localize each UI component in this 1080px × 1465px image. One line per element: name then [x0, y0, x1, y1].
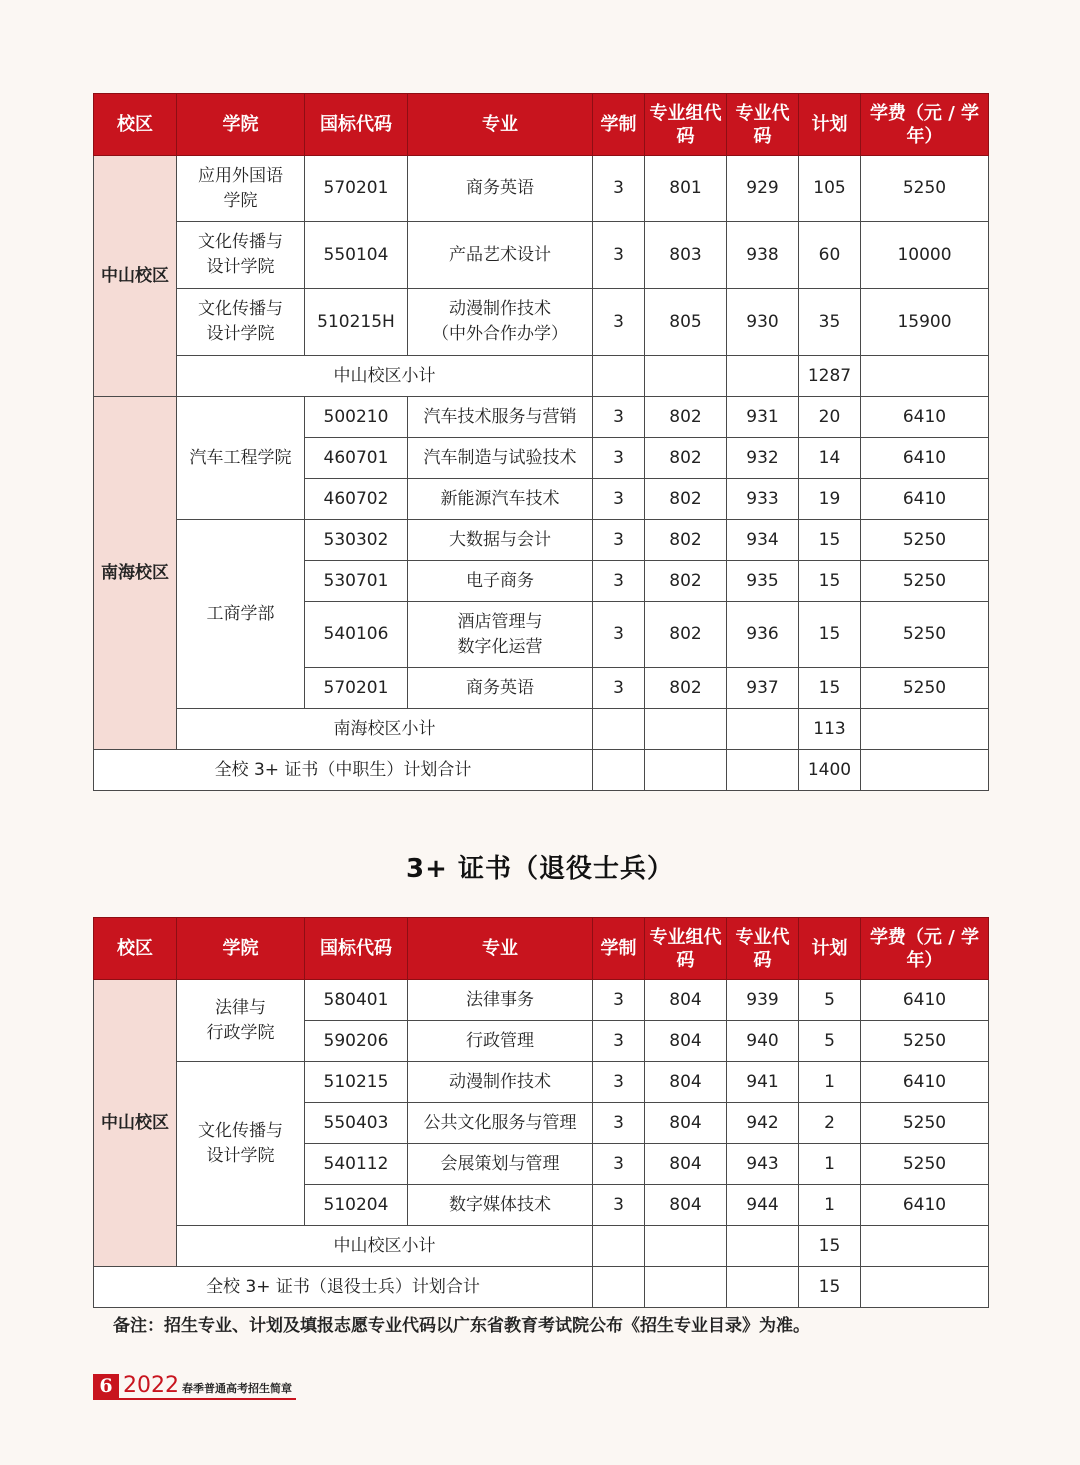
duration-cell: 3 [593, 1021, 645, 1062]
campus-cell: 中山校区 [94, 980, 177, 1267]
group-code-cell: 804 [645, 1185, 727, 1226]
major-code-cell: 942 [727, 1103, 799, 1144]
duration-cell: 3 [593, 520, 645, 561]
major-code-cell: 944 [727, 1185, 799, 1226]
duration-cell: 3 [593, 1144, 645, 1185]
plan-cell: 105 [799, 156, 861, 222]
national-code-cell: 570201 [305, 156, 408, 222]
group-code-cell: 801 [645, 156, 727, 222]
duration-cell: 3 [593, 397, 645, 438]
empty-cell [645, 709, 727, 750]
tuition-cell: 5250 [861, 1103, 989, 1144]
header-duration: 学制 [593, 94, 645, 156]
major-code-cell: 937 [727, 668, 799, 709]
page-number: 6 [93, 1374, 119, 1398]
major-cell: 商务英语 [408, 156, 593, 222]
major-cell: 动漫制作技术 [408, 1062, 593, 1103]
empty-cell [645, 1267, 727, 1308]
header-major: 专业 [408, 918, 593, 980]
major-cell: 新能源汽车技术 [408, 479, 593, 520]
duration-cell: 3 [593, 602, 645, 668]
duration-cell: 3 [593, 222, 645, 289]
empty-cell [727, 709, 799, 750]
table-row [94, 289, 989, 356]
major-code-cell: 938 [727, 222, 799, 289]
table-row [94, 520, 989, 561]
table-row [94, 356, 989, 397]
empty-cell [727, 1226, 799, 1267]
national-code-cell: 460701 [305, 438, 408, 479]
tuition-cell: 15900 [861, 289, 989, 356]
duration-cell: 3 [593, 980, 645, 1021]
empty-cell [861, 356, 989, 397]
tuition-cell: 5250 [861, 1144, 989, 1185]
empty-cell [727, 356, 799, 397]
group-code-cell: 804 [645, 1103, 727, 1144]
table-row [94, 1226, 989, 1267]
major-cell: 行政管理 [408, 1021, 593, 1062]
plan-cell: 19 [799, 479, 861, 520]
national-code-cell: 510215H [305, 289, 408, 356]
header-campus: 校区 [94, 94, 177, 156]
plan-cell: 5 [799, 1021, 861, 1062]
group-code-cell: 803 [645, 222, 727, 289]
tuition-cell: 5250 [861, 1021, 989, 1062]
plan-cell: 5 [799, 980, 861, 1021]
duration-cell: 3 [593, 289, 645, 356]
major-cell: 法律事务 [408, 980, 593, 1021]
major-cell: 汽车技术服务与营销 [408, 397, 593, 438]
header-national-code: 国标代码 [305, 94, 408, 156]
empty-cell [727, 1267, 799, 1308]
national-code-cell: 550403 [305, 1103, 408, 1144]
grand-total-label: 全校 3+ 证书（中职生）计划合计 [94, 750, 593, 791]
group-code-cell: 802 [645, 397, 727, 438]
header-group-code: 专业组代码 [645, 918, 727, 980]
major-cell: 酒店管理与 数字化运营 [408, 602, 593, 668]
plan-cell: 1 [799, 1062, 861, 1103]
major-code-cell: 936 [727, 602, 799, 668]
group-code-cell: 804 [645, 1062, 727, 1103]
plan-cell: 15 [799, 668, 861, 709]
duration-cell: 3 [593, 1062, 645, 1103]
national-code-cell: 540106 [305, 602, 408, 668]
empty-cell [593, 1226, 645, 1267]
grand-total-label: 全校 3+ 证书（退役士兵）计划合计 [94, 1267, 593, 1308]
tuition-cell: 6410 [861, 397, 989, 438]
empty-cell [861, 1267, 989, 1308]
plan-cell: 35 [799, 289, 861, 356]
group-code-cell: 804 [645, 1021, 727, 1062]
table-row [94, 397, 989, 438]
empty-cell [593, 709, 645, 750]
national-code-cell: 510215 [305, 1062, 408, 1103]
major-cell: 大数据与会计 [408, 520, 593, 561]
empty-cell [593, 1267, 645, 1308]
header-college: 学院 [177, 94, 305, 156]
college-cell: 文化传播与 设计学院 [177, 289, 305, 356]
group-code-cell: 802 [645, 479, 727, 520]
major-cell: 动漫制作技术 （中外合作办学） [408, 289, 593, 356]
duration-cell: 3 [593, 438, 645, 479]
section-title: 3+ 证书（退役士兵） [406, 854, 674, 884]
header-tuition: 学费（元 / 学年） [861, 918, 989, 980]
header-plan: 计划 [799, 918, 861, 980]
header-tuition: 学费（元 / 学年） [861, 94, 989, 156]
header-major: 专业 [408, 94, 593, 156]
national-code-cell: 510204 [305, 1185, 408, 1226]
group-code-cell: 802 [645, 438, 727, 479]
tuition-cell: 6410 [861, 438, 989, 479]
plan-table-veterans [93, 917, 989, 1308]
tuition-cell: 6410 [861, 1185, 989, 1226]
major-code-cell: 943 [727, 1144, 799, 1185]
tuition-cell: 5250 [861, 561, 989, 602]
national-code-cell: 460702 [305, 479, 408, 520]
table-row [94, 1267, 989, 1308]
major-code-cell: 935 [727, 561, 799, 602]
national-code-cell: 590206 [305, 1021, 408, 1062]
empty-cell [645, 750, 727, 791]
empty-cell [593, 356, 645, 397]
table-row [94, 1062, 989, 1103]
empty-cell [727, 750, 799, 791]
table-row [94, 222, 989, 289]
grand-total-value: 15 [799, 1267, 861, 1308]
tuition-cell: 6410 [861, 1062, 989, 1103]
tuition-cell: 10000 [861, 222, 989, 289]
table-row [94, 750, 989, 791]
plan-cell: 15 [799, 520, 861, 561]
footer-year: 2022 [123, 1373, 179, 1398]
national-code-cell: 570201 [305, 668, 408, 709]
plan-cell: 20 [799, 397, 861, 438]
major-code-cell: 940 [727, 1021, 799, 1062]
group-code-cell: 805 [645, 289, 727, 356]
plan-cell: 1 [799, 1144, 861, 1185]
header-college: 学院 [177, 918, 305, 980]
header-major-code: 专业代码 [727, 94, 799, 156]
major-cell: 产品艺术设计 [408, 222, 593, 289]
campus-cell: 南海校区 [94, 397, 177, 750]
national-code-cell: 500210 [305, 397, 408, 438]
empty-cell [861, 709, 989, 750]
major-cell: 数字媒体技术 [408, 1185, 593, 1226]
subtotal-value: 15 [799, 1226, 861, 1267]
major-cell: 汽车制造与试验技术 [408, 438, 593, 479]
footer-title: 春季普通高考招生简章 [182, 1382, 292, 1395]
plan-cell: 15 [799, 561, 861, 602]
table-row [94, 156, 989, 222]
duration-cell: 3 [593, 1185, 645, 1226]
major-cell: 会展策划与管理 [408, 1144, 593, 1185]
group-code-cell: 802 [645, 561, 727, 602]
empty-cell [593, 750, 645, 791]
plan-cell: 2 [799, 1103, 861, 1144]
tuition-cell: 5250 [861, 602, 989, 668]
tuition-cell: 6410 [861, 980, 989, 1021]
major-code-cell: 941 [727, 1062, 799, 1103]
duration-cell: 3 [593, 479, 645, 520]
duration-cell: 3 [593, 156, 645, 222]
national-code-cell: 550104 [305, 222, 408, 289]
major-code-cell: 939 [727, 980, 799, 1021]
national-code-cell: 530701 [305, 561, 408, 602]
duration-cell: 3 [593, 1103, 645, 1144]
group-code-cell: 802 [645, 668, 727, 709]
major-code-cell: 931 [727, 397, 799, 438]
table-row [94, 709, 989, 750]
national-code-cell: 580401 [305, 980, 408, 1021]
empty-cell [861, 750, 989, 791]
header-national-code: 国标代码 [305, 918, 408, 980]
group-code-cell: 804 [645, 980, 727, 1021]
major-code-cell: 934 [727, 520, 799, 561]
tuition-cell: 5250 [861, 156, 989, 222]
subtotal-label: 中山校区小计 [177, 356, 593, 397]
grand-total-value: 1400 [799, 750, 861, 791]
plan-cell: 14 [799, 438, 861, 479]
group-code-cell: 804 [645, 1144, 727, 1185]
college-cell: 汽车工程学院 [177, 397, 305, 520]
page-footer [93, 1374, 296, 1400]
header-plan: 计划 [799, 94, 861, 156]
group-code-cell: 802 [645, 520, 727, 561]
table-header-row [94, 918, 989, 980]
major-code-cell: 929 [727, 156, 799, 222]
campus-cell: 中山校区 [94, 156, 177, 397]
tuition-cell: 5250 [861, 668, 989, 709]
college-cell: 法律与 行政学院 [177, 980, 305, 1062]
national-code-cell: 530302 [305, 520, 408, 561]
header-campus: 校区 [94, 918, 177, 980]
header-group-code: 专业组代码 [645, 94, 727, 156]
group-code-cell: 802 [645, 602, 727, 668]
major-code-cell: 932 [727, 438, 799, 479]
subtotal-label: 中山校区小计 [177, 1226, 593, 1267]
plan-cell: 15 [799, 602, 861, 668]
duration-cell: 3 [593, 668, 645, 709]
plan-cell: 1 [799, 1185, 861, 1226]
header-duration: 学制 [593, 918, 645, 980]
major-cell: 商务英语 [408, 668, 593, 709]
subtotal-label: 南海校区小计 [177, 709, 593, 750]
table-header-row [94, 94, 989, 156]
tuition-cell: 6410 [861, 479, 989, 520]
subtotal-value: 1287 [799, 356, 861, 397]
table-row [94, 980, 989, 1021]
subtotal-value: 113 [799, 709, 861, 750]
national-code-cell: 540112 [305, 1144, 408, 1185]
duration-cell: 3 [593, 561, 645, 602]
tuition-cell: 5250 [861, 520, 989, 561]
empty-cell [645, 1226, 727, 1267]
major-code-cell: 933 [727, 479, 799, 520]
major-cell: 电子商务 [408, 561, 593, 602]
college-cell: 文化传播与 设计学院 [177, 222, 305, 289]
college-cell: 应用外国语 学院 [177, 156, 305, 222]
college-cell: 工商学部 [177, 520, 305, 709]
college-cell: 文化传播与 设计学院 [177, 1062, 305, 1226]
empty-cell [645, 356, 727, 397]
plan-cell: 60 [799, 222, 861, 289]
footnote: 备注：招生专业、计划及填报志愿专业代码以广东省教育考试院公布《招生专业目录》为准。 [113, 1316, 810, 1336]
empty-cell [861, 1226, 989, 1267]
major-cell: 公共文化服务与管理 [408, 1103, 593, 1144]
plan-table-secondary-vocational [93, 93, 989, 791]
header-major-code: 专业代码 [727, 918, 799, 980]
major-code-cell: 930 [727, 289, 799, 356]
